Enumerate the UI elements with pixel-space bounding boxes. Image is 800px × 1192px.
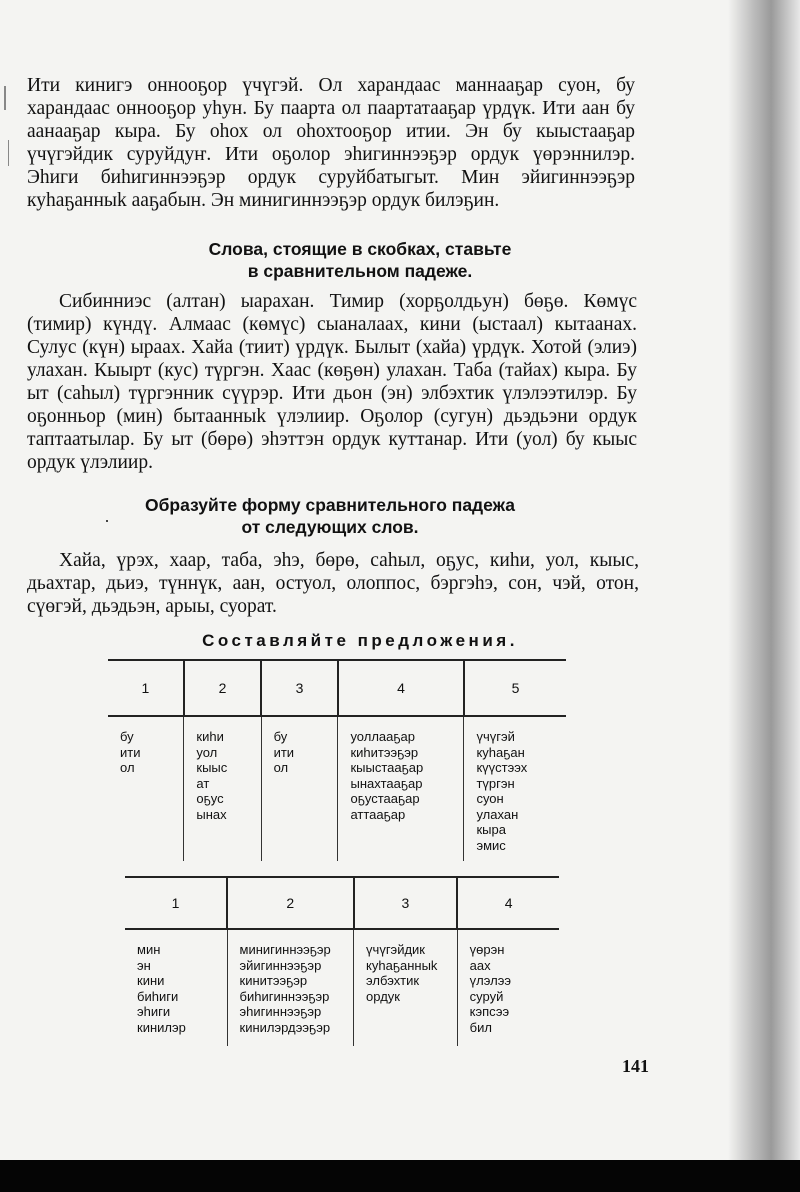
list-item: үчүгэйдик: [366, 942, 425, 957]
list-item: кини: [137, 973, 165, 988]
table-header-row: [108, 660, 566, 716]
list-item: ынахтааҕар: [350, 775, 423, 791]
table-cell: [338, 716, 464, 861]
sentence-table-1: [108, 659, 566, 861]
list-item: кинитээҕэр: [239, 973, 308, 988]
list-item: суон: [476, 791, 504, 806]
table-cell: [227, 929, 354, 1046]
table-header-cell: 1: [125, 877, 227, 929]
list-item: киhи: [196, 729, 224, 744]
heading-line: Слова, стоящие в скобках, ставьте: [208, 239, 512, 259]
list-item: аттааҕар: [350, 806, 406, 822]
table-cell: [108, 716, 184, 861]
list-item: үөрэн: [469, 942, 505, 957]
list-item: кинилэр: [137, 1019, 186, 1035]
list-item: эhиги: [137, 1004, 171, 1019]
list-item: мин: [137, 942, 161, 957]
heading-line: Образуйте форму сравнительного падежа: [144, 495, 516, 515]
list-item: үлэлээ: [469, 973, 511, 988]
table-cell: [125, 929, 227, 1046]
table-cell: [464, 716, 566, 861]
paragraph-bracket-exercise: Сибинниэс (алтан) ыарахан. Тимир (хорҕолдьун) бөҕө. Көмүс (тимир) күндү. Алмаас (көмүс) сыаналаах, кини (ыстаал) кытаанах. Сулус (күн) ыраах. Хайа (тиит) үрдүк. Былыт (хайа) үрдүк. Хотой (элиэ) улахан. Кыырт (кус) түргэн. Хаас (көҕөн) улахан. Таба (тайах) кыра. Бу ыт (саhыл) түргэнник сүүрэр. Ити дьон (эн) элбэхтик үлэлээтилэр. Бу оҕонньор (мин) бытаанныk үлэлиир. Оҕолор (сугун) дьэдьэни ордук таптаатылар. Бу ыт (бөрө) эhэттэн ордук куттанар. Ити (уол) бу кыыс ордук үлэлиир.: [27, 291, 637, 473]
table-cell: [354, 929, 458, 1046]
sentence-table-2: [125, 876, 559, 1046]
list-item: ити: [273, 744, 295, 760]
table-header-cell: 1: [108, 660, 184, 716]
list-item: эhигиннээҕэр: [239, 1004, 322, 1019]
list-item: минигиннээҕэр: [239, 942, 331, 957]
list-item: киhитээҕэр: [350, 744, 419, 760]
list-item: бил: [469, 1019, 492, 1035]
list-item: куhаҕанныk: [366, 957, 438, 973]
table-row: [108, 716, 566, 861]
table-header-cell: 3: [261, 660, 338, 716]
list-item: ат: [196, 775, 210, 791]
table-header-cell: 5: [464, 660, 566, 716]
list-item: суруй: [469, 988, 504, 1004]
scan-speck: [8, 140, 9, 166]
exercise-heading-brackets: [130, 238, 590, 282]
scan-speck: [106, 520, 108, 522]
list-item: түргэн: [476, 775, 515, 791]
table-row: [125, 929, 559, 1046]
list-item: кинилэрдээҕэр: [239, 1019, 331, 1035]
scan-border: [0, 1160, 800, 1192]
list-item: элбэхтик: [366, 973, 420, 988]
list-item: эйигиннээҕэр: [239, 957, 322, 973]
table-header-cell: 4: [457, 877, 559, 929]
list-item: кыыс: [196, 760, 228, 775]
list-item: үчүгэй: [476, 729, 515, 744]
list-item: ол: [120, 760, 135, 775]
list-item: ордук: [366, 988, 400, 1004]
table-header-cell: 2: [184, 660, 261, 716]
list-item: уоллааҕар: [350, 729, 415, 744]
list-item: бу: [273, 729, 288, 744]
table-header-cell: 2: [227, 877, 354, 929]
exercise-heading-form-comparative: [100, 494, 560, 538]
list-item: кыыстааҕар: [350, 760, 424, 775]
exercise-heading-compose-sentences: Составляйте предложения.: [202, 631, 518, 650]
list-item: улахан: [476, 806, 519, 822]
list-item: уол: [196, 744, 218, 760]
list-item: эн: [137, 957, 151, 973]
list-item: биhиги: [137, 988, 179, 1004]
table-cell: [261, 716, 338, 861]
list-item: биhигиннээҕэр: [239, 988, 330, 1004]
table-header-cell: 4: [338, 660, 464, 716]
list-item: кыра: [476, 822, 506, 837]
list-item: аах: [469, 957, 491, 973]
table-cell: [457, 929, 559, 1046]
table-cell: [184, 716, 261, 861]
paragraph-comparatives-examples: Ити кинигэ оннооҕор үчүгэй. Ол харандаас маннааҕар суон, бу харандаас оннооҕор уhун. Бу паарта ол паартатааҕар үрдүк. Ити аан бу аанааҕар кыра. Бу оhох ол оhохтооҕор итии. Эн бу кыыстааҕар үчүгэйдик суруйдуҥ. Ити оҕолор эhигиннээҕэр ордук үөрэннилэр. Эhиги биhигиннээҕэр ордук суруйбатыгыт. Мин эйигиннээҕэр куhаҕанныk ааҕабын. Эн минигиннээҕэр ордук билэҕин.: [27, 75, 635, 211]
list-item: оҕус: [196, 791, 224, 806]
table-header-cell: 3: [354, 877, 458, 929]
list-item: оҕустааҕар: [350, 791, 420, 806]
list-item: ынах: [196, 806, 227, 822]
list-item: эмис: [476, 837, 506, 853]
heading-line: в сравнительном падеже.: [247, 261, 473, 281]
list-item: кэпсээ: [469, 1004, 510, 1019]
page-number: 141: [622, 1056, 649, 1076]
list-item: куhаҕан: [476, 744, 525, 760]
scan-speck: [4, 86, 6, 110]
list-item: күүстээх: [476, 760, 528, 775]
table-header-row: [125, 877, 559, 929]
list-item: ол: [273, 760, 289, 775]
page-edge-shadow: [728, 0, 800, 1160]
paragraph-word-list: Хайа, үрэх, хаар, таба, эhэ, бөрө, саhыл, оҕус, киhи, уол, кыыс, дьахтар, дьиэ, түннүк, аан, остуол, олоппос, бэргэhэ, сон, чэй, отон, сүөгэй, дьэдьэн, арыы, суорат.: [27, 550, 639, 617]
heading-line: от следующих слов.: [241, 517, 419, 537]
list-item: ити: [120, 744, 141, 760]
list-item: бу: [120, 729, 134, 744]
